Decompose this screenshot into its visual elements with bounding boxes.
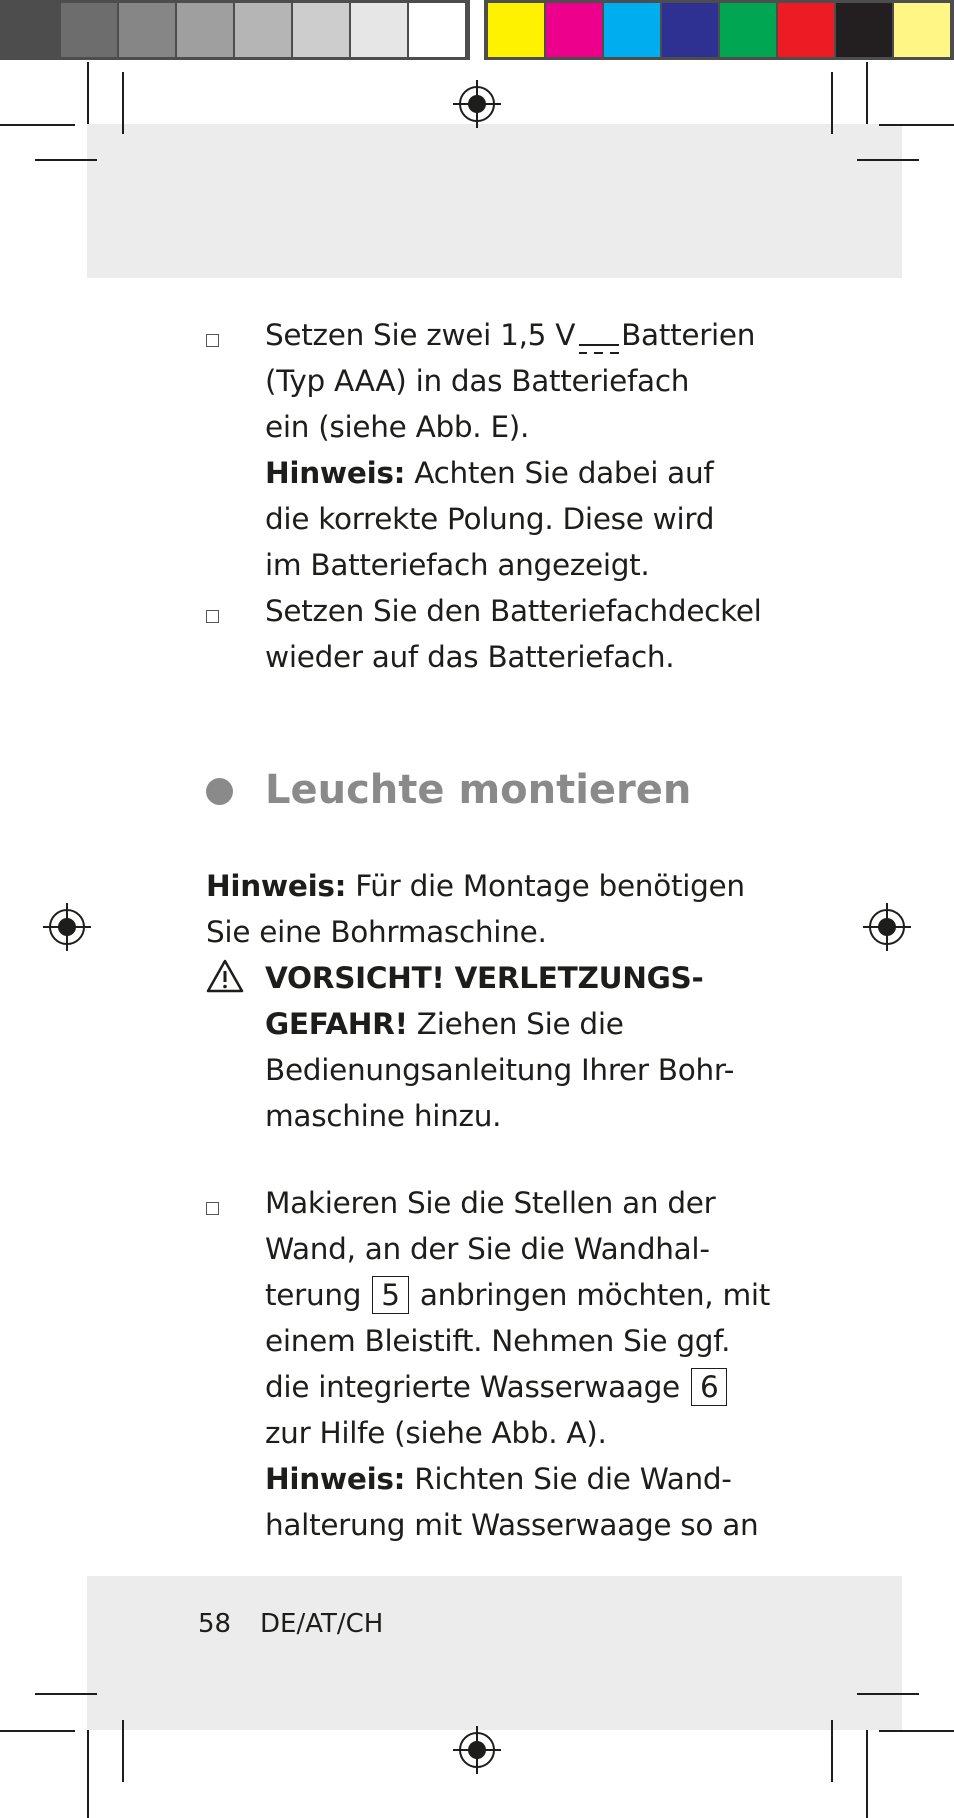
note-text: Achten Sie dabei auf: [405, 456, 714, 490]
color-swatch: [293, 3, 349, 57]
item1-line1-text: Setzen Sie zwei 1,5 V: [265, 318, 576, 352]
color-calibration-bar: [0, 0, 954, 60]
dc-symbol-icon: [577, 327, 619, 347]
registration-mark-icon: [453, 80, 501, 128]
warning-triangle-icon: [205, 958, 245, 994]
registration-mark-icon: [43, 903, 91, 951]
color-swatch: [662, 3, 718, 57]
item1-note-line1: [265, 450, 713, 496]
item1-note-line3: im Batteriefach angezeigt.: [265, 548, 650, 582]
color-swatch: [778, 3, 834, 57]
item1-line2: (Typ AAA) in das Batteriefach: [265, 364, 690, 398]
color-swatch: [177, 3, 233, 57]
color-swatch: [3, 3, 59, 57]
color-swatch: [119, 3, 175, 57]
note-label: Hinweis:: [265, 456, 406, 490]
color-swatch: [836, 3, 892, 57]
footer-panel: [87, 1576, 902, 1730]
warning-text: Ziehen Sie die: [407, 1007, 624, 1041]
part-reference-box: 5: [372, 1276, 408, 1314]
warning-line3: Bedienungsanleitung Ihrer Bohr-: [265, 1053, 735, 1087]
note-label: Hinweis:: [265, 1462, 406, 1496]
crop-mark: [122, 72, 124, 134]
item3-line3-text: terung: [265, 1278, 362, 1312]
crop-mark: [87, 62, 89, 124]
crop-mark: [87, 1730, 89, 1818]
warning-line2: [265, 1001, 624, 1047]
note-label: Hinweis:: [206, 869, 347, 903]
item2-line2: wieder auf das Batteriefach.: [265, 640, 675, 674]
heading-bullet-icon: [206, 778, 233, 805]
color-swatch: [409, 3, 465, 57]
color-swatch: [894, 3, 950, 57]
crop-mark: [122, 1720, 124, 1782]
crop-mark: [831, 72, 833, 134]
crop-mark: [0, 124, 75, 126]
crop-mark: [879, 1730, 954, 1732]
item3-line1: Makieren Sie die Stellen an der: [265, 1186, 716, 1220]
color-swatch: [61, 3, 117, 57]
header-panel: [87, 124, 902, 278]
crop-mark: [0, 1730, 75, 1732]
color-swatch: [546, 3, 602, 57]
warning-title: VORSICHT! VERLETZUNGS-: [265, 961, 704, 995]
checkbox-bullet-icon: [206, 334, 219, 347]
item3-line4: einem Bleistift. Nehmen Sie ggf.: [265, 1324, 731, 1358]
item3-line3-text-b: anbringen möchten, mit: [419, 1278, 771, 1312]
checkbox-bullet-icon: [206, 610, 219, 623]
crop-mark: [866, 1730, 868, 1818]
crop-mark: [857, 1693, 919, 1695]
crop-mark: [866, 62, 868, 124]
item1-line1: [265, 312, 755, 358]
note-line2: Sie eine Bohrmaschine.: [206, 915, 547, 949]
item3-note-line1: [265, 1456, 732, 1502]
color-swatch: [604, 3, 660, 57]
crop-mark: [35, 159, 97, 161]
note-line1: [206, 863, 745, 909]
checkbox-bullet-icon: [206, 1202, 219, 1215]
item3-line2: Wand, an der Sie die Wandhal-: [265, 1232, 710, 1266]
part-reference-box: 6: [691, 1368, 727, 1406]
item3-note-line2: halterung mit Wasserwaage so an: [265, 1508, 759, 1542]
warning-line4: maschine hinzu.: [265, 1099, 502, 1133]
crop-mark: [879, 124, 954, 126]
note-text: Für die Montage benötigen: [346, 869, 745, 903]
item1-line1-text-b: Batterien: [621, 318, 756, 352]
region-label: DE/AT/CH: [260, 1609, 384, 1639]
page-number: 58: [198, 1609, 232, 1639]
color-swatch: [351, 3, 407, 57]
item3-line6: zur Hilfe (siehe Abb. A).: [265, 1416, 607, 1450]
color-swatch: [720, 3, 776, 57]
crop-mark: [35, 1693, 97, 1695]
section-heading: Leuchte montieren: [265, 767, 692, 813]
crop-mark: [831, 1720, 833, 1782]
crop-mark: [857, 159, 919, 161]
registration-mark-icon: [863, 903, 911, 951]
color-swatch: [488, 3, 544, 57]
registration-mark-icon: [453, 1726, 501, 1774]
item1-note-line2: die korrekte Polung. Diese wird: [265, 502, 715, 536]
item3-line5-text: die integrierte Wasserwaage: [265, 1370, 680, 1404]
item1-line3: ein (siehe Abb. E).: [265, 410, 530, 444]
color-swatch: [235, 3, 291, 57]
warning-label: GEFAHR!: [265, 1007, 408, 1041]
item2-line1: Setzen Sie den Batteriefachdeckel: [265, 594, 762, 628]
item3-line3: [265, 1272, 770, 1318]
note-text: Richten Sie die Wand-: [405, 1462, 732, 1496]
item3-line5: [265, 1364, 729, 1410]
